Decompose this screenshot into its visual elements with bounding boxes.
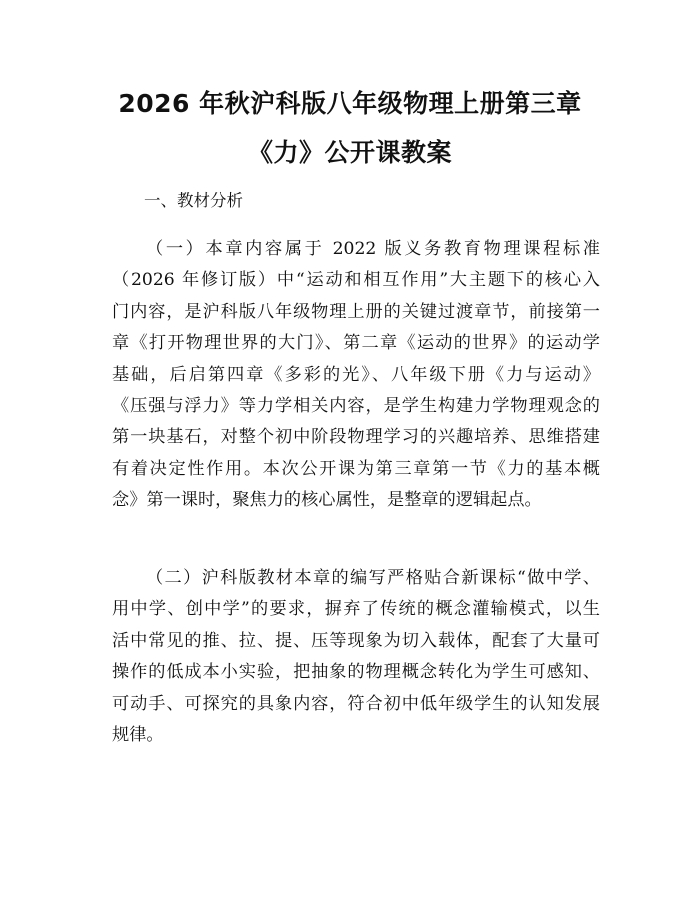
paragraph-line: 《压强与浮力》等力学相关内容，是学生构建力学物理观念的 [112,395,600,416]
paragraph-line: （2026 年修订版）中“运动和相互作用”大主题下的核心入 [112,270,600,291]
section-heading: 一、教材分析 [144,191,243,210]
paragraph-line: 用中学、创中学”的要求，摒弃了传统的概念灌输模式，以生 [112,599,600,620]
paragraph-line: 操作的低成本小实验，把抽象的物理概念转化为学生可感知、 [112,662,600,683]
paragraph-line: （一）本章内容属于 2022 版义务教育物理课程标准 [146,239,600,259]
document-title-line-1: 2026 年秋沪科版八年级物理上册第三章 [118,89,582,118]
paragraph-2 [112,563,600,751]
paragraph-line: 有着决定性作用。本次公开课为第三章第一节《力的基本概 [112,458,600,479]
paragraph-line: 基础，后启第四章《多彩的光》、八年级下册《力与运动》 [112,364,600,385]
paragraph-line: 可动手、可探究的具象内容，符合初中低年级学生的认知发展 [112,693,600,714]
paragraph-line: 第一块基石，对整个初中阶段物理学习的兴趣培养、思维搭建 [112,427,600,448]
paragraph-1 [112,234,600,517]
paragraph-line: 规律。 [112,724,164,745]
paragraph-line: 念》第一课时，聚焦力的核心属性，是整章的逻辑起点。 [112,490,542,511]
paragraph-line: 章《打开物理世界的大门》、第二章《运动的世界》的运动学 [112,333,600,354]
paragraph-line: 门内容，是沪科版八年级物理上册的关键过渡章节，前接第一 [112,301,600,322]
document-title-line-2: 《力》公开课教案 [247,138,452,167]
paragraph-line: 活中常见的推、拉、提、压等现象为切入载体，配套了大量可 [112,630,600,651]
paragraph-line: （二）沪科版教材本章的编写严格贴合新课标“做中学、 [146,568,600,588]
